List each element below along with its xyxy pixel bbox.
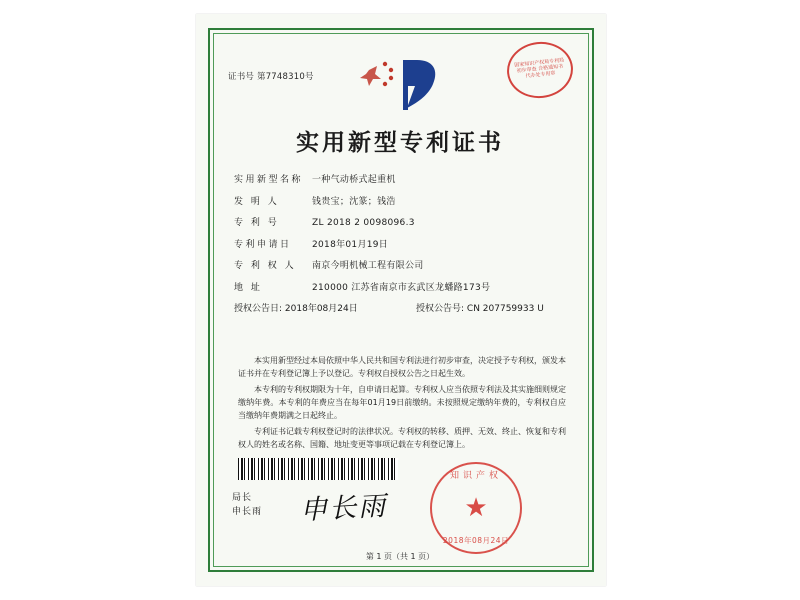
director-block xyxy=(232,492,262,520)
field-list xyxy=(234,176,574,327)
field-row xyxy=(234,219,574,228)
approval-stamp-text: 国家知识产权局专利局 初步审查 合格通知书 代办处专用章 xyxy=(514,57,565,80)
seal-star-icon: ★ xyxy=(464,493,488,523)
grant-info-row xyxy=(234,305,574,314)
paragraph: 本专利的专利权期限为十年，自申请日起算。专利权人应当依照专利法及其实施细则规定缴纳年费。本专利的年费应当在每年01月19日前缴纳。未按照规定缴纳年费的，专利权自应当缴纳年费期满之日起终止。 xyxy=(238,384,566,420)
field-row xyxy=(234,262,574,271)
grant-date-label: 授权公告日 xyxy=(234,304,280,314)
grant-number-label: 授权公告号 xyxy=(416,304,462,314)
field-value: 一种气动桥式起重机 xyxy=(312,175,396,185)
field-row xyxy=(234,198,574,207)
field-value: 南京今明机械工程有限公司 xyxy=(312,261,424,271)
handwritten-signature: 申长雨 xyxy=(299,490,388,527)
field-label: 专 利 号 xyxy=(234,218,280,228)
field-value: 钱贵宝；沈篆；钱浩 xyxy=(312,196,396,207)
barcode xyxy=(238,458,398,480)
field-row xyxy=(234,176,574,185)
field-value: 210000 江苏省南京市玄武区龙蟠路173号 xyxy=(312,282,491,293)
field-row xyxy=(234,284,574,293)
page-title: 实用新型专利证书 xyxy=(296,130,504,156)
certificate-number: 证书号 第7748310号 xyxy=(228,72,314,82)
field-row xyxy=(234,241,574,250)
grant-number: 授权公告号: CN 207759933 U xyxy=(416,304,544,314)
grant-number-value: CN 207759933 U xyxy=(466,304,544,314)
paragraph: 本实用新型经过本局依照中华人民共和国专利法进行初步审查，决定授予专利权，颁发本证书并在专利登记簿上予以登记。专利权自授权公告之日起生效。 xyxy=(238,356,566,378)
director-label: 局长 xyxy=(232,493,253,503)
field-label: 地 址 xyxy=(234,282,263,293)
field-value: ZL 2018 2 0098096.3 xyxy=(312,218,415,228)
grant-date: 授权公告日: 2018年08月24日 xyxy=(234,304,358,314)
field-label: 发 明 人 xyxy=(234,196,280,207)
grant-date-value: 2018年08月24日 xyxy=(284,304,358,314)
field-label: 专 利 权 人 xyxy=(234,261,297,271)
director-name: 申长雨 xyxy=(232,506,263,517)
patent-office-logo-icon xyxy=(355,56,455,114)
official-seal-icon xyxy=(430,462,522,554)
field-label: 专利申请日 xyxy=(234,239,292,250)
seal-top-text: 知识产权 xyxy=(449,471,502,481)
field-value: 2018年01月19日 xyxy=(312,239,389,250)
legal-text-block xyxy=(238,355,566,455)
page-footer: 第 1 页（共 1 页） xyxy=(365,552,435,561)
field-label: 实用新型名称 xyxy=(234,175,304,185)
paragraph: 专利证书记载专利权登记时的法律状况。专利权的转移、质押、无效、终止、恢复和专利权人的姓名或名称、国籍、地址变更等事项记载在专利登记簿上。 xyxy=(238,426,566,449)
seal-date-text: 2018年08月24日 xyxy=(442,536,510,545)
